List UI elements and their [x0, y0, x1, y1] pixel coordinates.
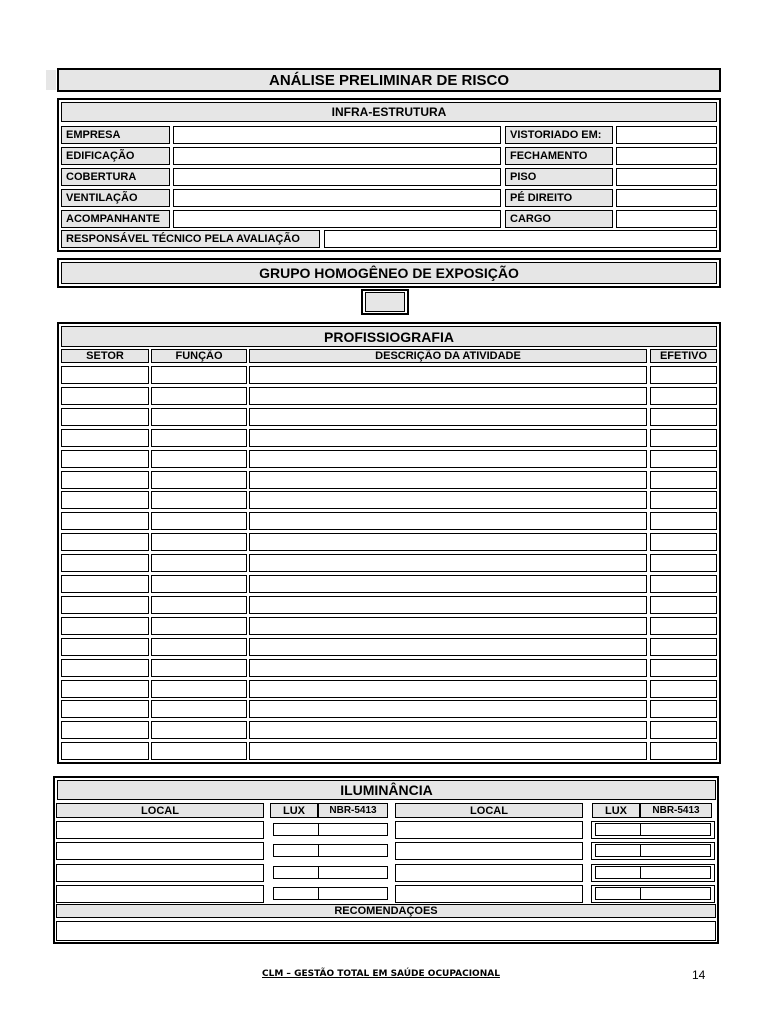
descricao-cell[interactable]: [249, 700, 647, 718]
ilum-lux-left[interactable]: [273, 866, 319, 879]
setor-cell[interactable]: [61, 700, 149, 718]
funcao-cell[interactable]: [151, 450, 247, 468]
descricao-cell[interactable]: [249, 575, 647, 593]
infra-label: VENTILAÇÃO: [61, 189, 170, 207]
efetivo-cell[interactable]: [650, 680, 717, 698]
funcao-cell[interactable]: [151, 512, 247, 530]
setor-cell[interactable]: [61, 533, 149, 551]
infra-label: ACOMPANHANTE: [61, 210, 170, 228]
descricao-cell[interactable]: [249, 638, 647, 656]
infra-right-label: CARGO: [505, 210, 613, 228]
descricao-cell[interactable]: [249, 429, 647, 447]
footer-text: CLM – GESTÃO TOTAL EM SAÚDE OCUPACIONAL: [262, 969, 500, 979]
ilum-nbr-right[interactable]: [640, 887, 711, 900]
descricao-cell[interactable]: [249, 596, 647, 614]
funcao-cell[interactable]: [151, 617, 247, 635]
efetivo-cell[interactable]: [650, 471, 717, 489]
setor-cell[interactable]: [61, 554, 149, 572]
funcao-cell[interactable]: [151, 429, 247, 447]
infra-field[interactable]: [173, 210, 501, 228]
ilum-local-right[interactable]: [395, 842, 583, 860]
descricao-cell[interactable]: [249, 659, 647, 677]
efetivo-cell[interactable]: [650, 742, 717, 760]
infra-right-label: FECHAMENTO: [505, 147, 613, 165]
efetivo-cell[interactable]: [650, 700, 717, 718]
funcao-cell[interactable]: [151, 742, 247, 760]
efetivo-cell[interactable]: [650, 450, 717, 468]
ilum-local-right[interactable]: [395, 864, 583, 882]
descricao-cell[interactable]: [249, 491, 647, 509]
responsavel-field[interactable]: [324, 230, 717, 248]
descricao-cell[interactable]: [249, 471, 647, 489]
descricao-cell[interactable]: [249, 554, 647, 572]
recomendacoes-heading: RECOMENDAÇOES: [56, 904, 716, 918]
infra-right-label: PISO: [505, 168, 613, 186]
ilum-nbr-left[interactable]: [318, 844, 388, 857]
funcao-cell[interactable]: [151, 575, 247, 593]
col-setor: SETOR: [61, 349, 149, 363]
descricao-cell[interactable]: [249, 366, 647, 384]
responsavel-label: RESPONSÁVEL TÉCNICO PELA AVALIAÇÃO: [61, 230, 320, 248]
funcao-cell[interactable]: [151, 366, 247, 384]
setor-cell[interactable]: [61, 742, 149, 760]
ilum-local-left[interactable]: [56, 864, 264, 882]
infra-label: COBERTURA: [61, 168, 170, 186]
infra-right-field[interactable]: [616, 210, 717, 228]
efetivo-cell[interactable]: [650, 617, 717, 635]
ilum-local-left[interactable]: [56, 821, 264, 839]
efetivo-cell[interactable]: [650, 512, 717, 530]
efetivo-cell[interactable]: [650, 596, 717, 614]
setor-cell[interactable]: [61, 491, 149, 509]
efetivo-cell[interactable]: [650, 721, 717, 739]
descricao-cell[interactable]: [249, 387, 647, 405]
ilum-local-right[interactable]: [395, 885, 583, 903]
setor-cell[interactable]: [61, 721, 149, 739]
ilum-lux-right[interactable]: [595, 844, 641, 857]
setor-cell[interactable]: [61, 680, 149, 698]
ilum-col-lux-right: LUX: [592, 803, 640, 818]
funcao-cell[interactable]: [151, 638, 247, 656]
funcao-cell[interactable]: [151, 533, 247, 551]
descricao-cell[interactable]: [249, 408, 647, 426]
descricao-cell[interactable]: [249, 680, 647, 698]
col-descricao: DESCRIÇÃO DA ATIVIDADE: [249, 349, 647, 363]
ilum-nbr-left[interactable]: [318, 866, 388, 879]
efetivo-cell[interactable]: [650, 659, 717, 677]
profissiografia-heading: PROFISSIOGRAFIA: [61, 326, 717, 347]
infra-label: EDIFICAÇÃO: [61, 147, 170, 165]
page-number: 14: [692, 968, 706, 982]
infra-right-field[interactable]: [616, 126, 717, 144]
ilum-col-local-left: LOCAL: [56, 803, 264, 818]
page-title: ANÁLISE PRELIMINAR DE RISCO: [57, 68, 721, 92]
ilum-nbr-left[interactable]: [318, 887, 388, 900]
ilum-local-left[interactable]: [56, 885, 264, 903]
ilum-lux-right[interactable]: [595, 866, 641, 879]
efetivo-cell[interactable]: [650, 554, 717, 572]
setor-cell[interactable]: [61, 575, 149, 593]
ilum-lux-left[interactable]: [273, 844, 319, 857]
setor-cell[interactable]: [61, 387, 149, 405]
ilum-col-local-right: LOCAL: [395, 803, 583, 818]
descricao-cell[interactable]: [249, 721, 647, 739]
setor-cell[interactable]: [61, 408, 149, 426]
setor-cell[interactable]: [61, 512, 149, 530]
ilum-local-right[interactable]: [395, 821, 583, 839]
funcao-cell[interactable]: [151, 680, 247, 698]
ilum-lux-right[interactable]: [595, 823, 641, 836]
funcao-cell[interactable]: [151, 408, 247, 426]
descricao-cell[interactable]: [249, 450, 647, 468]
ilum-lux-left[interactable]: [273, 887, 319, 900]
efetivo-cell[interactable]: [650, 366, 717, 384]
ilum-col-nbr-left: NBR-5413: [318, 803, 388, 818]
setor-cell[interactable]: [61, 659, 149, 677]
funcao-cell[interactable]: [151, 721, 247, 739]
setor-cell[interactable]: [61, 617, 149, 635]
efetivo-cell[interactable]: [650, 638, 717, 656]
setor-cell[interactable]: [61, 596, 149, 614]
funcao-cell[interactable]: [151, 387, 247, 405]
iluminancia-heading: ILUMINÂNCIA: [57, 780, 716, 800]
iluminancia-section: [53, 776, 719, 944]
funcao-cell[interactable]: [151, 596, 247, 614]
setor-cell[interactable]: [61, 429, 149, 447]
efetivo-cell[interactable]: [650, 408, 717, 426]
descricao-cell[interactable]: [249, 617, 647, 635]
setor-cell[interactable]: [61, 638, 149, 656]
funcao-cell[interactable]: [151, 471, 247, 489]
infra-field[interactable]: [173, 189, 501, 207]
infra-right-label: VISTORIADO EM:: [505, 126, 613, 144]
funcao-cell[interactable]: [151, 554, 247, 572]
descricao-cell[interactable]: [249, 512, 647, 530]
infra-heading: INFRA-ESTRUTURA: [61, 102, 717, 122]
descricao-cell[interactable]: [249, 533, 647, 551]
ilum-lux-right[interactable]: [595, 887, 641, 900]
ilum-nbr-left[interactable]: [318, 823, 388, 836]
ilum-col-nbr-right: NBR-5413: [640, 803, 712, 818]
ilum-col-lux-left: LUX: [270, 803, 318, 818]
infra-field[interactable]: [173, 126, 501, 144]
infra-label: EMPRESA: [61, 126, 170, 144]
setor-cell[interactable]: [61, 366, 149, 384]
setor-cell[interactable]: [61, 471, 149, 489]
ilum-nbr-right[interactable]: [640, 823, 711, 836]
descricao-cell[interactable]: [249, 742, 647, 760]
col-funcao: FUNÇÃO: [151, 349, 247, 363]
ghe-code-field[interactable]: [365, 292, 405, 312]
efetivo-cell[interactable]: [650, 429, 717, 447]
ghe-heading: GRUPO HOMOGÊNEO DE EXPOSIÇÃO: [61, 262, 717, 284]
setor-cell[interactable]: [61, 450, 149, 468]
recomendacoes-field[interactable]: [56, 921, 716, 941]
ilum-local-left[interactable]: [56, 842, 264, 860]
funcao-cell[interactable]: [151, 700, 247, 718]
ilum-nbr-right[interactable]: [640, 844, 711, 857]
efetivo-cell[interactable]: [650, 387, 717, 405]
ilum-lux-left[interactable]: [273, 823, 319, 836]
funcao-cell[interactable]: [151, 491, 247, 509]
ilum-nbr-right[interactable]: [640, 866, 711, 879]
funcao-cell[interactable]: [151, 659, 247, 677]
infra-right-field[interactable]: [616, 189, 717, 207]
col-efetivo: EFETIVO: [650, 349, 717, 363]
efetivo-cell[interactable]: [650, 575, 717, 593]
margin-tab: [46, 70, 56, 90]
infra-field[interactable]: [173, 147, 501, 165]
efetivo-cell[interactable]: [650, 491, 717, 509]
infra-right-field[interactable]: [616, 168, 717, 186]
efetivo-cell[interactable]: [650, 533, 717, 551]
infra-right-label: PÉ DIREITO: [505, 189, 613, 207]
infra-right-field[interactable]: [616, 147, 717, 165]
infra-field[interactable]: [173, 168, 501, 186]
